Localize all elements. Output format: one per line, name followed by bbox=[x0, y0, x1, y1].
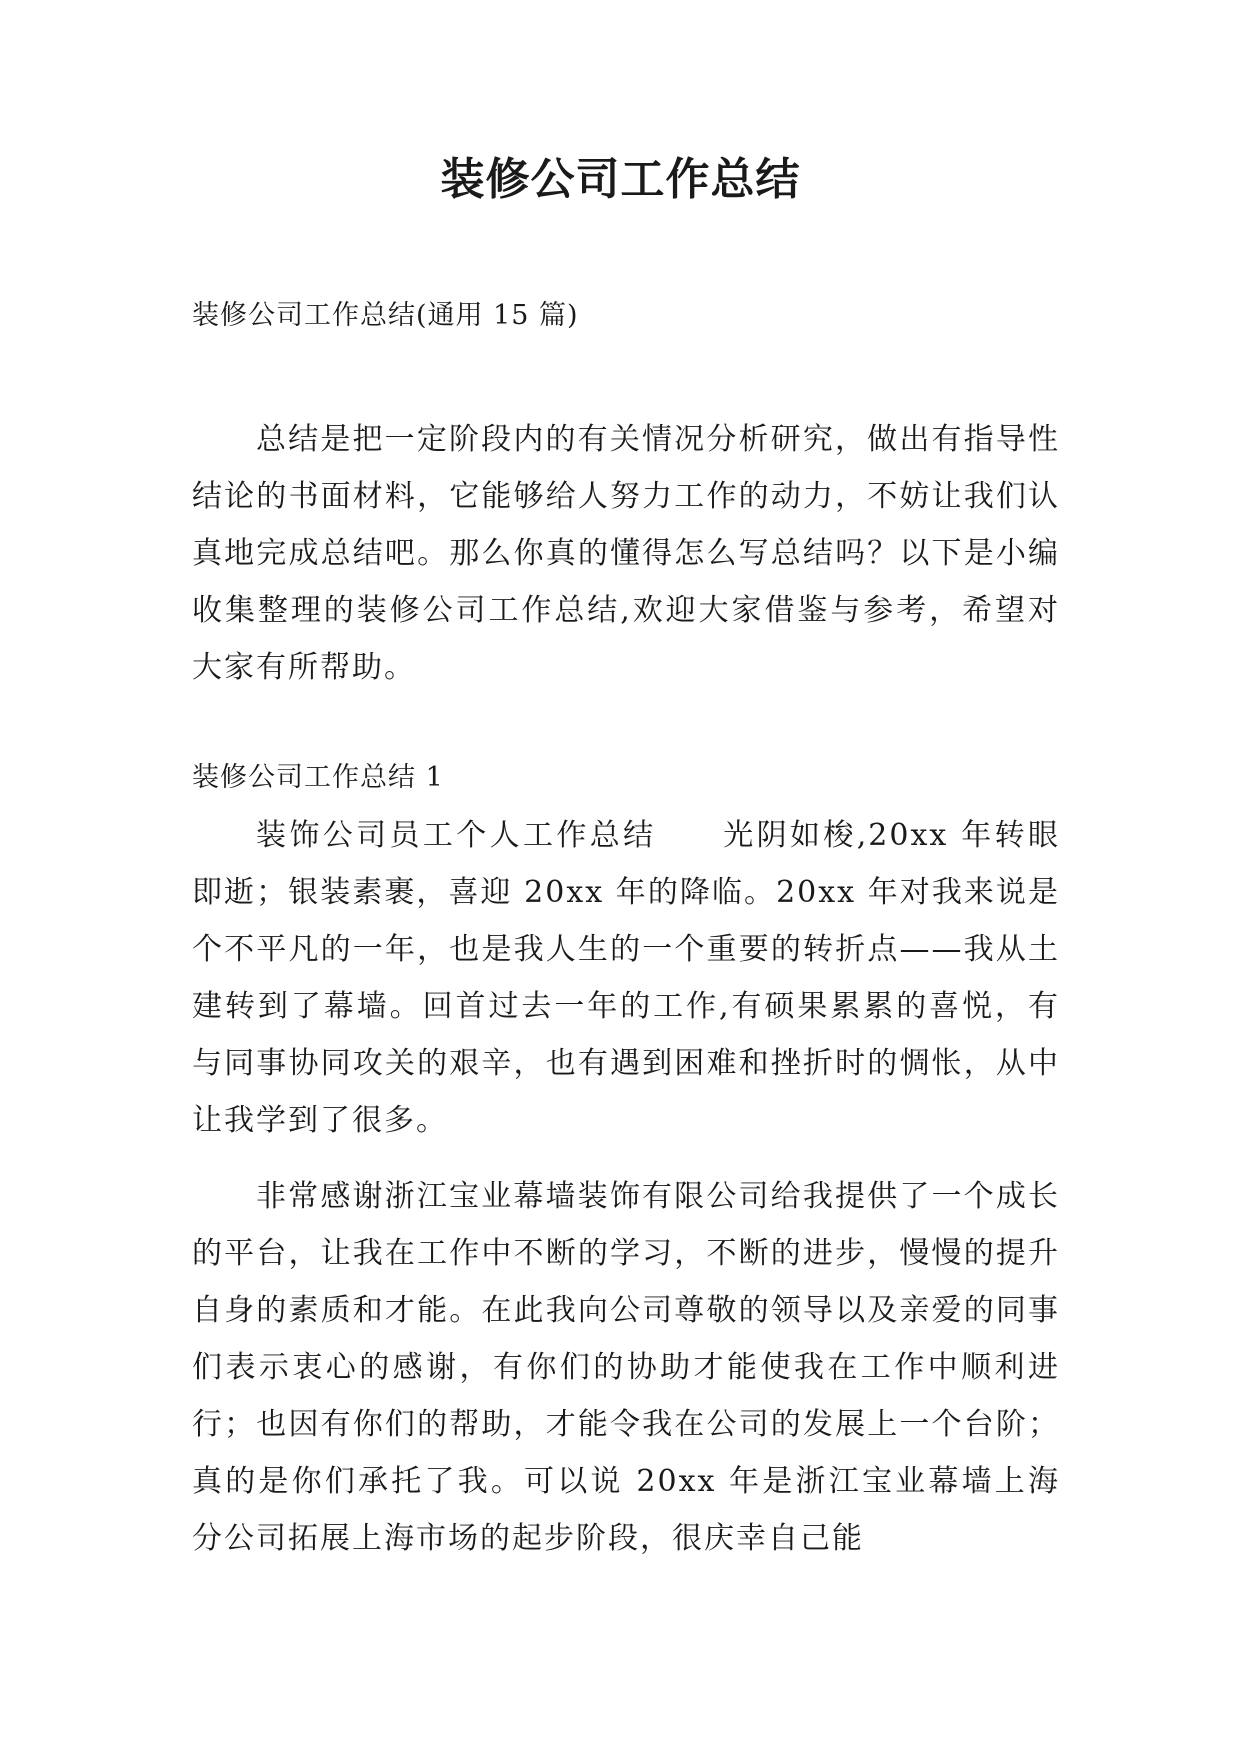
document-title: 装修公司工作总结 bbox=[440, 154, 801, 205]
intro-paragraph: 总结是把一定阶段内的有关情况分析研究，做出有指导性结论的书面材料，它能够给人努力工作的动力，不妨让我们认真地完成总结吧。那么你真的懂得怎么写总结吗？以下是小编收集整理的装修公司工作总结,欢迎大家借鉴与参考，希望对大家有所帮助。 bbox=[192, 422, 1060, 685]
body-paragraph: 装饰公司员工个人工作总结 光阴如梭,20xx 年转眼即逝；银装素裹，喜迎 20xx 年的降临。20xx 年对我来说是个不平凡的一年，也是我人生的一个重要的转折点——我从土建转到了幕墙。回首过去一年的工作,有硕果累累的喜悦，有与同事协同攻关的艰辛，也有遇到困难和挫折时的惆怅，从中让我学到了很多。 bbox=[192, 818, 1060, 1138]
document-subtitle: 装修公司工作总结(通用 15 篇) bbox=[192, 300, 579, 331]
section-heading: 装修公司工作总结 1 bbox=[192, 762, 444, 793]
body-paragraph: 非常感谢浙江宝业幕墙装饰有限公司给我提供了一个成长的平台，让我在工作中不断的学习，不断的进步，慢慢的提升自身的素质和才能。在此我向公司尊敬的领导以及亲爱的同事们表示衷心的感谢，有你们的协助才能使我在工作中顺利进行；也因有你们的帮助，才能令我在公司的发展上一个台阶；真的是你们承托了我。可以说 20xx 年是浙江宝业幕墙上海分公司拓展上海市场的起步阶段，很庆幸自己能 bbox=[192, 1179, 1060, 1556]
